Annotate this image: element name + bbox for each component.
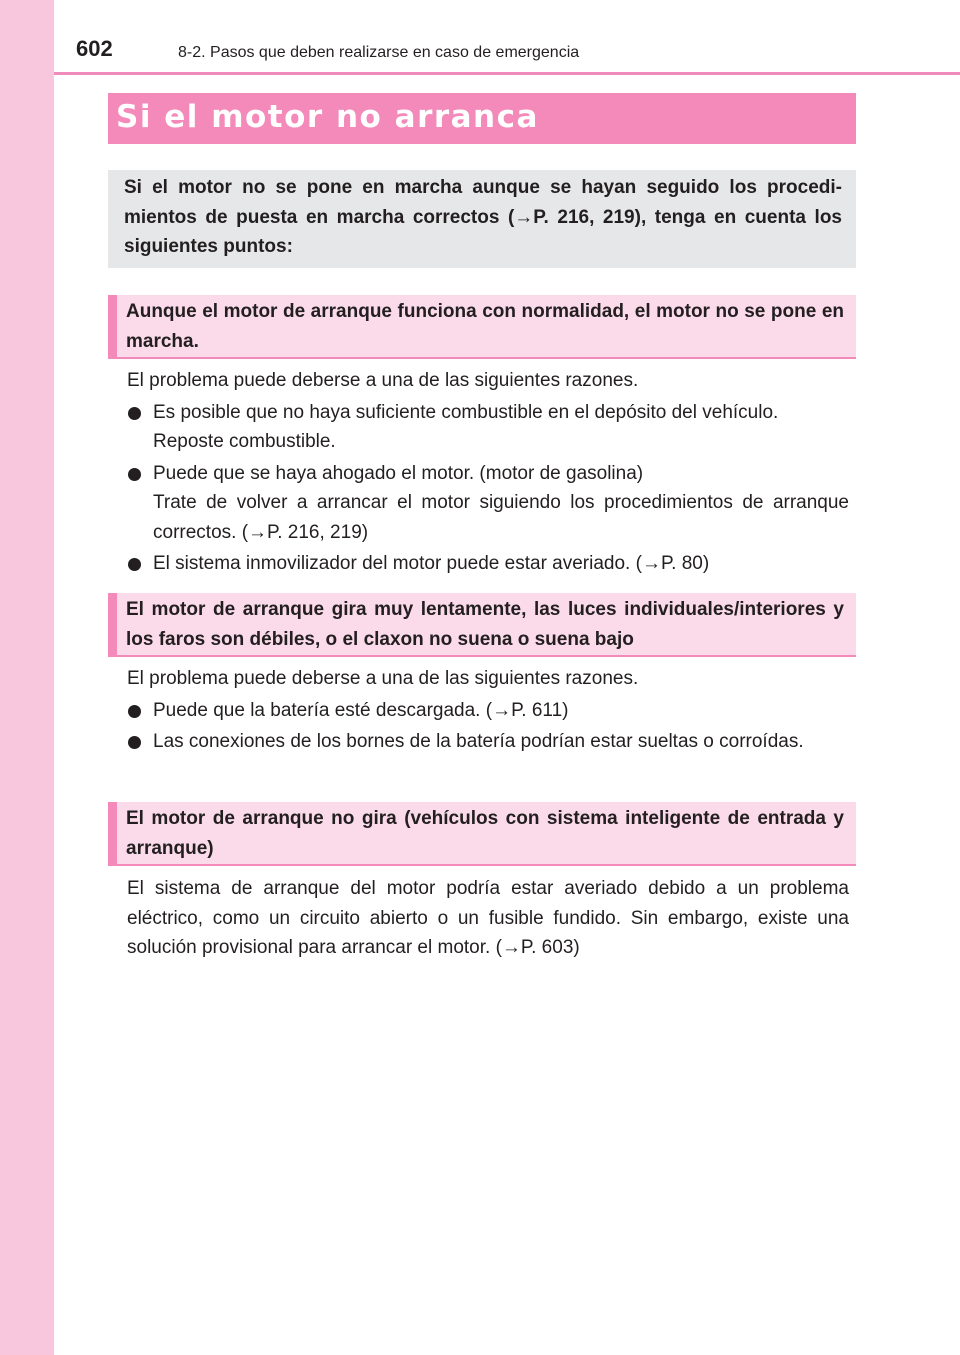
body-block-2	[127, 664, 849, 757]
bullet-dot-icon	[128, 736, 141, 749]
lead-text: El sistema de arranque del motor podría estar averiado debido a un problema eléctrico, como un circuito abierto o un fusible fundido. Sin embargo, existe una solución provisional para arrancar el motor. (→P. 603)	[127, 878, 849, 958]
bullet-text: Puede que la batería esté descargada. (→P. 611)	[153, 699, 569, 721]
intro-box	[108, 170, 856, 268]
bullet-item	[127, 459, 849, 548]
bullet-item	[127, 727, 849, 757]
body-block-3	[127, 874, 849, 963]
lead-text: El problema puede deberse a una de las siguientes razones.	[127, 370, 639, 391]
bullet-item	[127, 696, 849, 726]
bullet-dot-icon	[128, 407, 141, 420]
subheading-text: El motor de arranque gira muy lentamente, las luces individuales/interiores y los faros son débiles, o el claxon no suena o suena bajo	[126, 599, 844, 650]
lead-text: El problema puede deberse a una de las siguientes razones.	[127, 668, 639, 689]
side-color-strip	[0, 0, 54, 1355]
subheading-block-3	[108, 802, 856, 866]
bullet-text: Las conexiones de los bornes de la batería podrían estar sueltas o corroídas.	[153, 731, 804, 752]
bullet-dot-icon	[128, 558, 141, 571]
bullet-text: Es posible que no haya suficiente combustible en el depósito del vehículo.	[153, 401, 779, 423]
running-head: 8-2. Pasos que deben realizarse en caso de emergencia	[178, 44, 580, 61]
body-block-1	[127, 366, 849, 579]
subheading-text: Aunque el motor de arranque funciona con normalidad, el motor no se pone en marcha.	[126, 301, 844, 352]
section-title: Si el motor no arranca	[116, 99, 539, 135]
header-rule	[54, 72, 960, 75]
bullet-text: Puede que se haya ahogado el motor. (motor de gasolina)	[153, 462, 644, 484]
subheading-text: El motor de arranque no gira (vehículos con sistema inteligente de entrada y arranque)	[126, 808, 844, 859]
bullet-dot-icon	[128, 468, 141, 481]
subheading-block-1	[108, 295, 856, 359]
bullet-item	[127, 549, 849, 579]
subheading-block-2	[108, 593, 856, 657]
bullet-text: El sistema inmovilizador del motor puede estar averiado. (→P. 80)	[153, 553, 710, 574]
bullet-item	[127, 398, 849, 457]
intro-text: Si el motor no se pone en marcha aunque se hayan seguido los procedimientos de puesta en marcha correctos (→P. 216, 219), tenga en cuenta los siguientes puntos:	[124, 177, 842, 257]
bullet-subtext: Reposte combustible.	[153, 431, 336, 452]
bullet-dot-icon	[128, 705, 141, 718]
bullet-subtext: Trate de volver a arrancar el motor siguiendo los procedimientos de arranque correctos. (→P. 216, 219)	[153, 492, 849, 543]
page-number: 602	[76, 36, 113, 61]
